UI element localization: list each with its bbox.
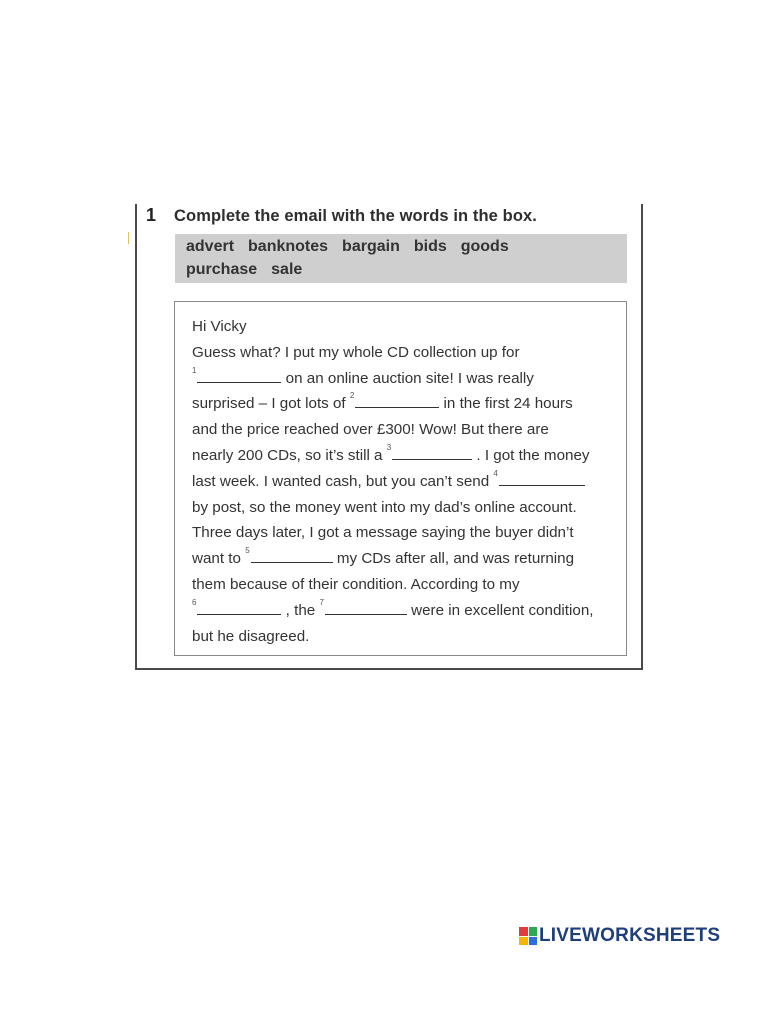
blank-1[interactable] — [197, 368, 281, 383]
email-line: last week. I wanted cash, but you can’t send $^4$ — [192, 469, 616, 495]
email-line: and the price reached over £300! Wow! But there are — [192, 421, 549, 439]
email-line: by post, so the money went into my dad’s online account. — [192, 498, 577, 516]
email-line: Three days later, I got a message saying the buyer didn’t — [192, 524, 574, 542]
logo-square-green — [529, 927, 538, 936]
gap-number: 1 — [192, 365, 197, 375]
word-bargain: bargain — [342, 238, 400, 255]
blank-6[interactable] — [197, 600, 281, 615]
liveworksheets-brand[interactable] — [519, 925, 720, 947]
brand-name: LIVEWORKSHEETS — [539, 925, 721, 946]
logo-square-yellow — [519, 937, 528, 946]
blank-4[interactable] — [499, 471, 585, 486]
gap-number: 4 — [493, 468, 498, 478]
word-purchase: purchase — [186, 260, 258, 278]
gap-number: 6 — [192, 597, 197, 607]
gap-number: 3 — [386, 442, 392, 452]
email-box — [174, 301, 627, 656]
logo-square-blue — [529, 937, 538, 946]
word-sale: sale — [271, 260, 303, 278]
word-bids: bids — [413, 238, 447, 255]
email-line: them because of their condition. According to my — [192, 575, 520, 593]
email-greeting: Hi Vicky — [192, 318, 247, 335]
email-line: $^1$ on an online auction site! I was really — [192, 365, 534, 387]
blank-5[interactable] — [251, 548, 333, 563]
email-line: $^6$ , the $^7$ were in excellent condition, — [192, 597, 594, 619]
word-advert: advert — [186, 238, 235, 255]
email-line: Guess what? I put my whole CD collection up for — [192, 343, 520, 361]
exercise-instruction: Complete the email with the words in the box. — [174, 207, 537, 225]
word-banknotes: banknotes — [248, 238, 329, 255]
gap-number: 7 — [319, 597, 324, 607]
email-line: but he disagreed. — [192, 627, 310, 645]
gap-number: 2 — [349, 391, 355, 401]
email-line: nearly 200 CDs, so it’s still a $^3$ . I got the money — [192, 442, 590, 464]
email-line: want to $^5$ my CDs after all, and was returning — [192, 546, 575, 568]
word-box — [175, 234, 627, 283]
word-goods: goods — [460, 238, 509, 255]
blank-7[interactable] — [325, 600, 407, 615]
margin-mark — [128, 232, 129, 244]
blank-2[interactable] — [355, 393, 439, 408]
exercise-number: 1 — [146, 205, 157, 225]
gap-number: 5 — [245, 546, 250, 556]
blank-3[interactable] — [392, 445, 472, 460]
logo-square-red — [519, 927, 528, 936]
liveworksheets-logo-icon — [519, 927, 537, 945]
email-line: surprised – I got lots of $^2$ in the first 24 hours — [192, 391, 573, 413]
